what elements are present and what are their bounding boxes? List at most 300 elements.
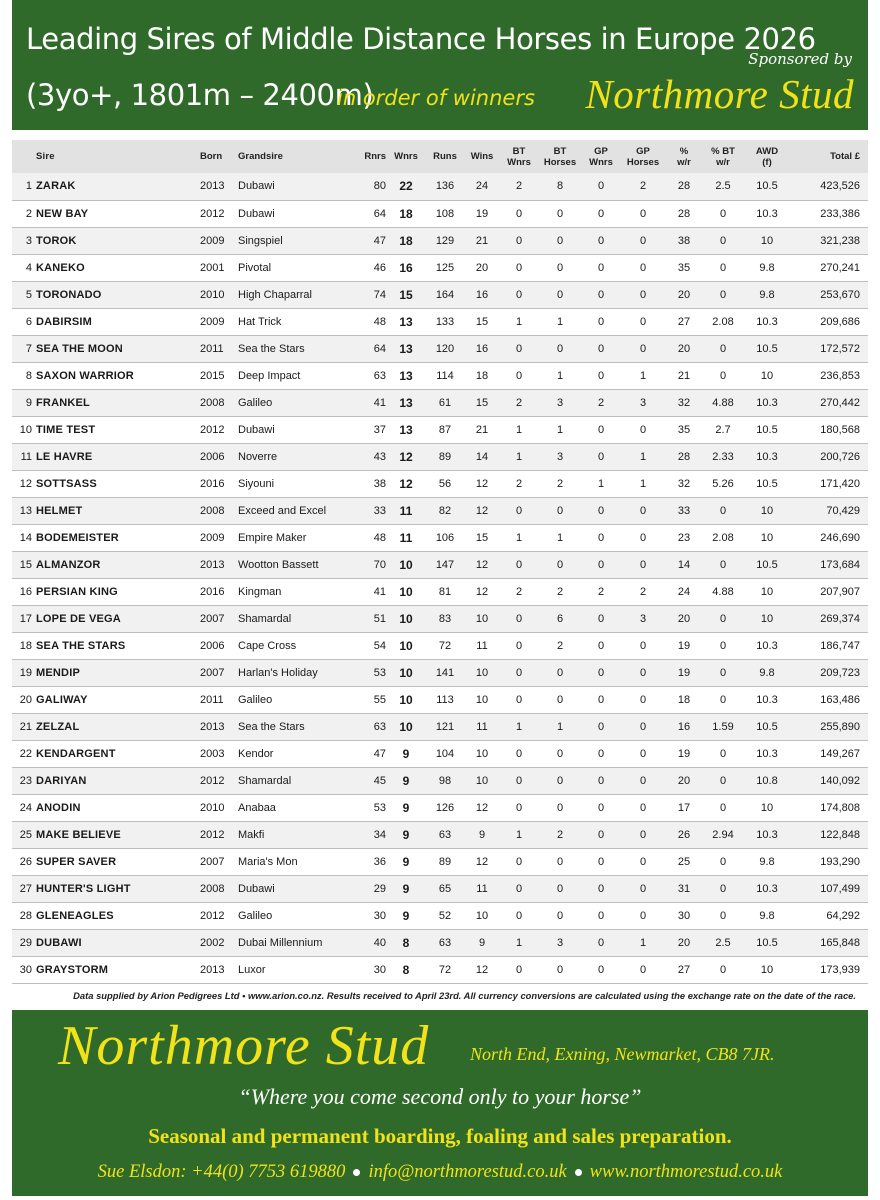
awd-cell: 10: [744, 497, 790, 524]
rnrs-cell: 30: [352, 956, 386, 983]
gp-horses-cell: 0: [620, 416, 666, 443]
bt-wnrs-cell: 1: [500, 443, 538, 470]
rnrs-cell: 55: [352, 686, 386, 713]
gp-wnrs-cell: 0: [582, 200, 620, 227]
pct-wr-cell: 18: [666, 686, 702, 713]
pct-bt-wr-cell: 2.5: [702, 929, 744, 956]
grandsire-cell: Dubawi: [234, 875, 352, 902]
rank-cell: 27: [12, 875, 36, 902]
contact-website[interactable]: www.northmorestud.co.uk: [589, 1162, 783, 1182]
gp-horses-cell: 0: [620, 227, 666, 254]
born-cell: 2008: [200, 389, 234, 416]
table-row: [12, 362, 868, 389]
bt-horses-cell: 1: [538, 524, 582, 551]
rnrs-cell: 47: [352, 227, 386, 254]
rnrs-cell: 63: [352, 362, 386, 389]
sire-cell: MENDIP: [36, 659, 200, 686]
gp-wnrs-cell: 0: [582, 632, 620, 659]
sire-cell: FRANKEL: [36, 389, 200, 416]
bt-horses-cell: 0: [538, 794, 582, 821]
runs-cell: 164: [426, 281, 464, 308]
born-cell: 2006: [200, 632, 234, 659]
sire-cell: GLENEAGLES: [36, 902, 200, 929]
pct-wr-cell: 14: [666, 551, 702, 578]
wnrs-cell: 9: [386, 821, 426, 848]
wins-cell: 14: [464, 443, 500, 470]
gp-horses-cell: 0: [620, 335, 666, 362]
grandsire-cell: Shamardal: [234, 605, 352, 632]
grandsire-cell: Galileo: [234, 902, 352, 929]
wins-cell: 10: [464, 659, 500, 686]
born-cell: 2012: [200, 767, 234, 794]
footer-slogan: “Where you come second only to your horse”: [238, 1084, 642, 1109]
born-cell: 2003: [200, 740, 234, 767]
runs-cell: 141: [426, 659, 464, 686]
rank-cell: 19: [12, 659, 36, 686]
rnrs-cell: 45: [352, 767, 386, 794]
born-cell: 2007: [200, 605, 234, 632]
pct-bt-wr-cell: 2.5: [702, 173, 744, 200]
awd-cell: 10.3: [744, 686, 790, 713]
rnrs-cell: 48: [352, 308, 386, 335]
wins-cell: 10: [464, 605, 500, 632]
gp-wnrs-cell: 0: [582, 767, 620, 794]
runs-cell: 82: [426, 497, 464, 524]
pct-bt-wr-cell: 2.94: [702, 821, 744, 848]
rnrs-cell: 29: [352, 875, 386, 902]
rnrs-cell: 46: [352, 254, 386, 281]
table-row: [12, 308, 868, 335]
bt-wnrs-cell: 2: [500, 470, 538, 497]
sire-cell: DABIRSIM: [36, 308, 200, 335]
awd-cell: 10.3: [744, 821, 790, 848]
rank-cell: 26: [12, 848, 36, 875]
rnrs-cell: 30: [352, 902, 386, 929]
pct-wr-cell: 19: [666, 632, 702, 659]
bt-wnrs-cell: 0: [500, 200, 538, 227]
table-row: [12, 524, 868, 551]
wnrs-cell: 10: [386, 632, 426, 659]
grandsire-cell: High Chaparral: [234, 281, 352, 308]
col-wnrs: Wnrs: [386, 140, 426, 173]
sire-cell: GALIWAY: [36, 686, 200, 713]
rank-cell: 1: [12, 173, 36, 200]
footer-contact: [12, 1162, 868, 1183]
wnrs-cell: 15: [386, 281, 426, 308]
table-row: [12, 902, 868, 929]
wins-cell: 16: [464, 281, 500, 308]
bt-horses-cell: 2: [538, 578, 582, 605]
gp-horses-cell: 3: [620, 605, 666, 632]
sire-cell: DUBAWI: [36, 929, 200, 956]
wins-cell: 11: [464, 875, 500, 902]
runs-cell: 126: [426, 794, 464, 821]
total-cell: 171,420: [790, 470, 868, 497]
col-grandsire: Grandsire: [234, 140, 352, 173]
awd-cell: 10.5: [744, 335, 790, 362]
runs-cell: 113: [426, 686, 464, 713]
pct-wr-cell: 20: [666, 605, 702, 632]
gp-horses-cell: 0: [620, 956, 666, 983]
rnrs-cell: 53: [352, 794, 386, 821]
awd-cell: 10.5: [744, 173, 790, 200]
footer-services: Seasonal and permanent boarding, foaling and sales preparation.: [148, 1124, 732, 1148]
pct-bt-wr-cell: 0: [702, 200, 744, 227]
grandsire-cell: Luxor: [234, 956, 352, 983]
grandsire-cell: Wootton Bassett: [234, 551, 352, 578]
runs-cell: 120: [426, 335, 464, 362]
bt-wnrs-cell: 2: [500, 578, 538, 605]
grandsire-cell: Pivotal: [234, 254, 352, 281]
total-cell: 165,848: [790, 929, 868, 956]
born-cell: 2013: [200, 173, 234, 200]
pct-wr-cell: 16: [666, 713, 702, 740]
runs-cell: 104: [426, 740, 464, 767]
pct-wr-cell: 25: [666, 848, 702, 875]
wnrs-cell: 10: [386, 713, 426, 740]
gp-wnrs-cell: 0: [582, 821, 620, 848]
col-runs: Runs: [426, 140, 464, 173]
bt-horses-cell: 0: [538, 686, 582, 713]
gp-horses-cell: 0: [620, 902, 666, 929]
grandsire-cell: Hat Trick: [234, 308, 352, 335]
rnrs-cell: 38: [352, 470, 386, 497]
wnrs-cell: 9: [386, 875, 426, 902]
gp-wnrs-cell: 0: [582, 281, 620, 308]
bt-horses-cell: 0: [538, 848, 582, 875]
runs-cell: 63: [426, 821, 464, 848]
gp-horses-cell: 3: [620, 389, 666, 416]
pct-bt-wr-cell: 4.88: [702, 578, 744, 605]
gp-horses-cell: 1: [620, 470, 666, 497]
born-cell: 2011: [200, 686, 234, 713]
table-row: [12, 497, 868, 524]
gp-horses-cell: 2: [620, 173, 666, 200]
pct-wr-cell: 21: [666, 362, 702, 389]
awd-cell: 10.5: [744, 470, 790, 497]
grandsire-cell: Makfi: [234, 821, 352, 848]
rnrs-cell: 37: [352, 416, 386, 443]
gp-horses-cell: 0: [620, 794, 666, 821]
total-cell: 180,568: [790, 416, 868, 443]
rank-cell: 17: [12, 605, 36, 632]
bt-wnrs-cell: 1: [500, 524, 538, 551]
sire-cell: PERSIAN KING: [36, 578, 200, 605]
wnrs-cell: 10: [386, 659, 426, 686]
pct-bt-wr-cell: 0: [702, 740, 744, 767]
table-row: [12, 605, 868, 632]
bt-horses-cell: 8: [538, 173, 582, 200]
table-row: [12, 551, 868, 578]
gp-wnrs-cell: 0: [582, 443, 620, 470]
total-cell: 163,486: [790, 686, 868, 713]
wins-cell: 12: [464, 497, 500, 524]
gp-wnrs-cell: 0: [582, 848, 620, 875]
table-row: [12, 389, 868, 416]
pct-bt-wr-cell: 0: [702, 551, 744, 578]
page-title: Leading Sires of Middle Distance Horses in Europe 2026: [26, 22, 816, 56]
pct-wr-cell: 28: [666, 200, 702, 227]
gp-horses-cell: 0: [620, 281, 666, 308]
pct-wr-cell: 24: [666, 578, 702, 605]
table-header-row: [12, 140, 868, 173]
born-cell: 2008: [200, 875, 234, 902]
header-banner: [12, 0, 868, 130]
gp-horses-cell: 0: [620, 200, 666, 227]
rank-cell: 16: [12, 578, 36, 605]
bt-horses-cell: 2: [538, 470, 582, 497]
rank-cell: 2: [12, 200, 36, 227]
bt-horses-cell: 0: [538, 335, 582, 362]
bullet-icon: [575, 1169, 582, 1176]
born-cell: 2001: [200, 254, 234, 281]
bt-horses-cell: 3: [538, 443, 582, 470]
rnrs-cell: 36: [352, 848, 386, 875]
bt-wnrs-cell: 0: [500, 335, 538, 362]
sire-cell: SAXON WARRIOR: [36, 362, 200, 389]
gp-horses-cell: 0: [620, 875, 666, 902]
total-cell: 107,499: [790, 875, 868, 902]
table-row: [12, 686, 868, 713]
gp-wnrs-cell: 0: [582, 416, 620, 443]
runs-cell: 89: [426, 443, 464, 470]
bt-wnrs-cell: 2: [500, 173, 538, 200]
gp-wnrs-cell: 0: [582, 794, 620, 821]
rnrs-cell: 48: [352, 524, 386, 551]
table-row: [12, 713, 868, 740]
rank-cell: 28: [12, 902, 36, 929]
total-cell: 70,429: [790, 497, 868, 524]
pct-wr-cell: 19: [666, 740, 702, 767]
rank-cell: 20: [12, 686, 36, 713]
sire-cell: SEA THE STARS: [36, 632, 200, 659]
pct-wr-cell: 33: [666, 497, 702, 524]
rank-cell: 18: [12, 632, 36, 659]
wins-cell: 10: [464, 686, 500, 713]
runs-cell: 98: [426, 767, 464, 794]
born-cell: 2007: [200, 659, 234, 686]
wins-cell: 18: [464, 362, 500, 389]
awd-cell: 10.3: [744, 875, 790, 902]
bt-horses-cell: 0: [538, 551, 582, 578]
rnrs-cell: 63: [352, 713, 386, 740]
wnrs-cell: 11: [386, 524, 426, 551]
grandsire-cell: Singspiel: [234, 227, 352, 254]
wins-cell: 9: [464, 821, 500, 848]
rank-cell: 25: [12, 821, 36, 848]
gp-wnrs-cell: 2: [582, 578, 620, 605]
born-cell: 2012: [200, 902, 234, 929]
wins-cell: 11: [464, 713, 500, 740]
sire-cell: DARIYAN: [36, 767, 200, 794]
awd-cell: 10.3: [744, 200, 790, 227]
born-cell: 2016: [200, 470, 234, 497]
total-cell: 236,853: [790, 362, 868, 389]
awd-cell: 10.5: [744, 929, 790, 956]
awd-cell: 10.5: [744, 416, 790, 443]
bt-horses-cell: 0: [538, 875, 582, 902]
page-subtitle: in order of winners: [337, 86, 535, 110]
col-gp-wnrs: GP Wnrs: [582, 140, 620, 173]
col-wins: Wins: [464, 140, 500, 173]
bt-wnrs-cell: 0: [500, 605, 538, 632]
pct-bt-wr-cell: 0: [702, 902, 744, 929]
wins-cell: 20: [464, 254, 500, 281]
wnrs-cell: 9: [386, 794, 426, 821]
gp-wnrs-cell: 0: [582, 308, 620, 335]
grandsire-cell: Siyouni: [234, 470, 352, 497]
total-cell: 174,808: [790, 794, 868, 821]
runs-cell: 72: [426, 632, 464, 659]
bt-wnrs-cell: 0: [500, 848, 538, 875]
gp-wnrs-cell: 0: [582, 173, 620, 200]
rank-cell: 6: [12, 308, 36, 335]
bt-wnrs-cell: 0: [500, 632, 538, 659]
rnrs-cell: 51: [352, 605, 386, 632]
col-born: Born: [200, 140, 234, 173]
rank-cell: 21: [12, 713, 36, 740]
total-cell: 269,374: [790, 605, 868, 632]
wins-cell: 24: [464, 173, 500, 200]
wnrs-cell: 12: [386, 470, 426, 497]
total-cell: 200,726: [790, 443, 868, 470]
bt-wnrs-cell: 0: [500, 767, 538, 794]
table-row: [12, 794, 868, 821]
wnrs-cell: 18: [386, 200, 426, 227]
gp-horses-cell: 0: [620, 524, 666, 551]
gp-wnrs-cell: 0: [582, 713, 620, 740]
rank-cell: 7: [12, 335, 36, 362]
wins-cell: 12: [464, 956, 500, 983]
sponsor-logo-text: Northmore Stud: [585, 71, 854, 117]
wnrs-cell: 10: [386, 605, 426, 632]
runs-cell: 61: [426, 389, 464, 416]
gp-wnrs-cell: 0: [582, 929, 620, 956]
pct-bt-wr-cell: 0: [702, 794, 744, 821]
table-row: [12, 875, 868, 902]
wnrs-cell: 9: [386, 767, 426, 794]
wnrs-cell: 13: [386, 362, 426, 389]
wnrs-cell: 13: [386, 308, 426, 335]
runs-cell: 72: [426, 956, 464, 983]
bt-wnrs-cell: 1: [500, 416, 538, 443]
rank-cell: 10: [12, 416, 36, 443]
rnrs-cell: 34: [352, 821, 386, 848]
grandsire-cell: Dubawi: [234, 416, 352, 443]
sire-cell: ALMANZOR: [36, 551, 200, 578]
runs-cell: 89: [426, 848, 464, 875]
awd-cell: 10.5: [744, 713, 790, 740]
rnrs-cell: 33: [352, 497, 386, 524]
footer-address: North End, Exning, Newmarket, CB8 7JR.: [470, 1044, 775, 1064]
col-pct-wr: % w/r: [666, 140, 702, 173]
born-cell: 2012: [200, 821, 234, 848]
table-row: [12, 470, 868, 497]
total-cell: 270,241: [790, 254, 868, 281]
born-cell: 2015: [200, 362, 234, 389]
bt-horses-cell: 3: [538, 389, 582, 416]
wins-cell: 21: [464, 416, 500, 443]
born-cell: 2010: [200, 794, 234, 821]
contact-email[interactable]: info@northmorestud.co.uk: [368, 1162, 567, 1182]
pct-bt-wr-cell: 2.33: [702, 443, 744, 470]
grandsire-cell: Dubawi: [234, 200, 352, 227]
pct-wr-cell: 38: [666, 227, 702, 254]
bt-horses-cell: 0: [538, 767, 582, 794]
sire-cell: HELMET: [36, 497, 200, 524]
gp-horses-cell: 1: [620, 929, 666, 956]
col-rnrs: Rnrs: [352, 140, 386, 173]
grandsire-cell: Exceed and Excel: [234, 497, 352, 524]
gp-wnrs-cell: 0: [582, 686, 620, 713]
awd-cell: 10: [744, 227, 790, 254]
bt-horses-cell: 0: [538, 497, 582, 524]
runs-cell: 87: [426, 416, 464, 443]
pct-wr-cell: 20: [666, 281, 702, 308]
bt-horses-cell: 1: [538, 362, 582, 389]
runs-cell: 65: [426, 875, 464, 902]
pct-wr-cell: 23: [666, 524, 702, 551]
gp-horses-cell: 0: [620, 497, 666, 524]
wins-cell: 12: [464, 848, 500, 875]
total-cell: 207,907: [790, 578, 868, 605]
runs-cell: 56: [426, 470, 464, 497]
total-cell: 173,939: [790, 956, 868, 983]
table-row: [12, 659, 868, 686]
bt-horses-cell: 0: [538, 956, 582, 983]
rank-cell: 9: [12, 389, 36, 416]
pct-wr-cell: 31: [666, 875, 702, 902]
rnrs-cell: 54: [352, 632, 386, 659]
grandsire-cell: Shamardal: [234, 767, 352, 794]
sire-cell: SEA THE MOON: [36, 335, 200, 362]
col-awd: AWD (f): [744, 140, 790, 173]
awd-cell: 10.3: [744, 389, 790, 416]
born-cell: 2002: [200, 929, 234, 956]
grandsire-cell: Deep Impact: [234, 362, 352, 389]
runs-cell: 133: [426, 308, 464, 335]
born-cell: 2007: [200, 848, 234, 875]
sire-cell: HUNTER'S LIGHT: [36, 875, 200, 902]
grandsire-cell: Anabaa: [234, 794, 352, 821]
pct-wr-cell: 32: [666, 470, 702, 497]
gp-horses-cell: 1: [620, 443, 666, 470]
sire-cell: KANEKO: [36, 254, 200, 281]
awd-cell: 10: [744, 362, 790, 389]
pct-bt-wr-cell: 0: [702, 281, 744, 308]
col-total: Total £: [790, 140, 868, 173]
bt-wnrs-cell: 2: [500, 389, 538, 416]
table-row: [12, 929, 868, 956]
gp-wnrs-cell: 0: [582, 659, 620, 686]
total-cell: 122,848: [790, 821, 868, 848]
rank-cell: 4: [12, 254, 36, 281]
rank-cell: 24: [12, 794, 36, 821]
grandsire-cell: Sea the Stars: [234, 713, 352, 740]
pct-bt-wr-cell: 0: [702, 875, 744, 902]
born-cell: 2006: [200, 443, 234, 470]
bt-horses-cell: 0: [538, 254, 582, 281]
grandsire-cell: Galileo: [234, 686, 352, 713]
pct-wr-cell: 27: [666, 308, 702, 335]
rank-cell: 22: [12, 740, 36, 767]
table-row: [12, 335, 868, 362]
table-row: [12, 578, 868, 605]
bt-wnrs-cell: 0: [500, 956, 538, 983]
pct-bt-wr-cell: 0: [702, 497, 744, 524]
bt-horses-cell: 2: [538, 821, 582, 848]
bt-wnrs-cell: 0: [500, 497, 538, 524]
